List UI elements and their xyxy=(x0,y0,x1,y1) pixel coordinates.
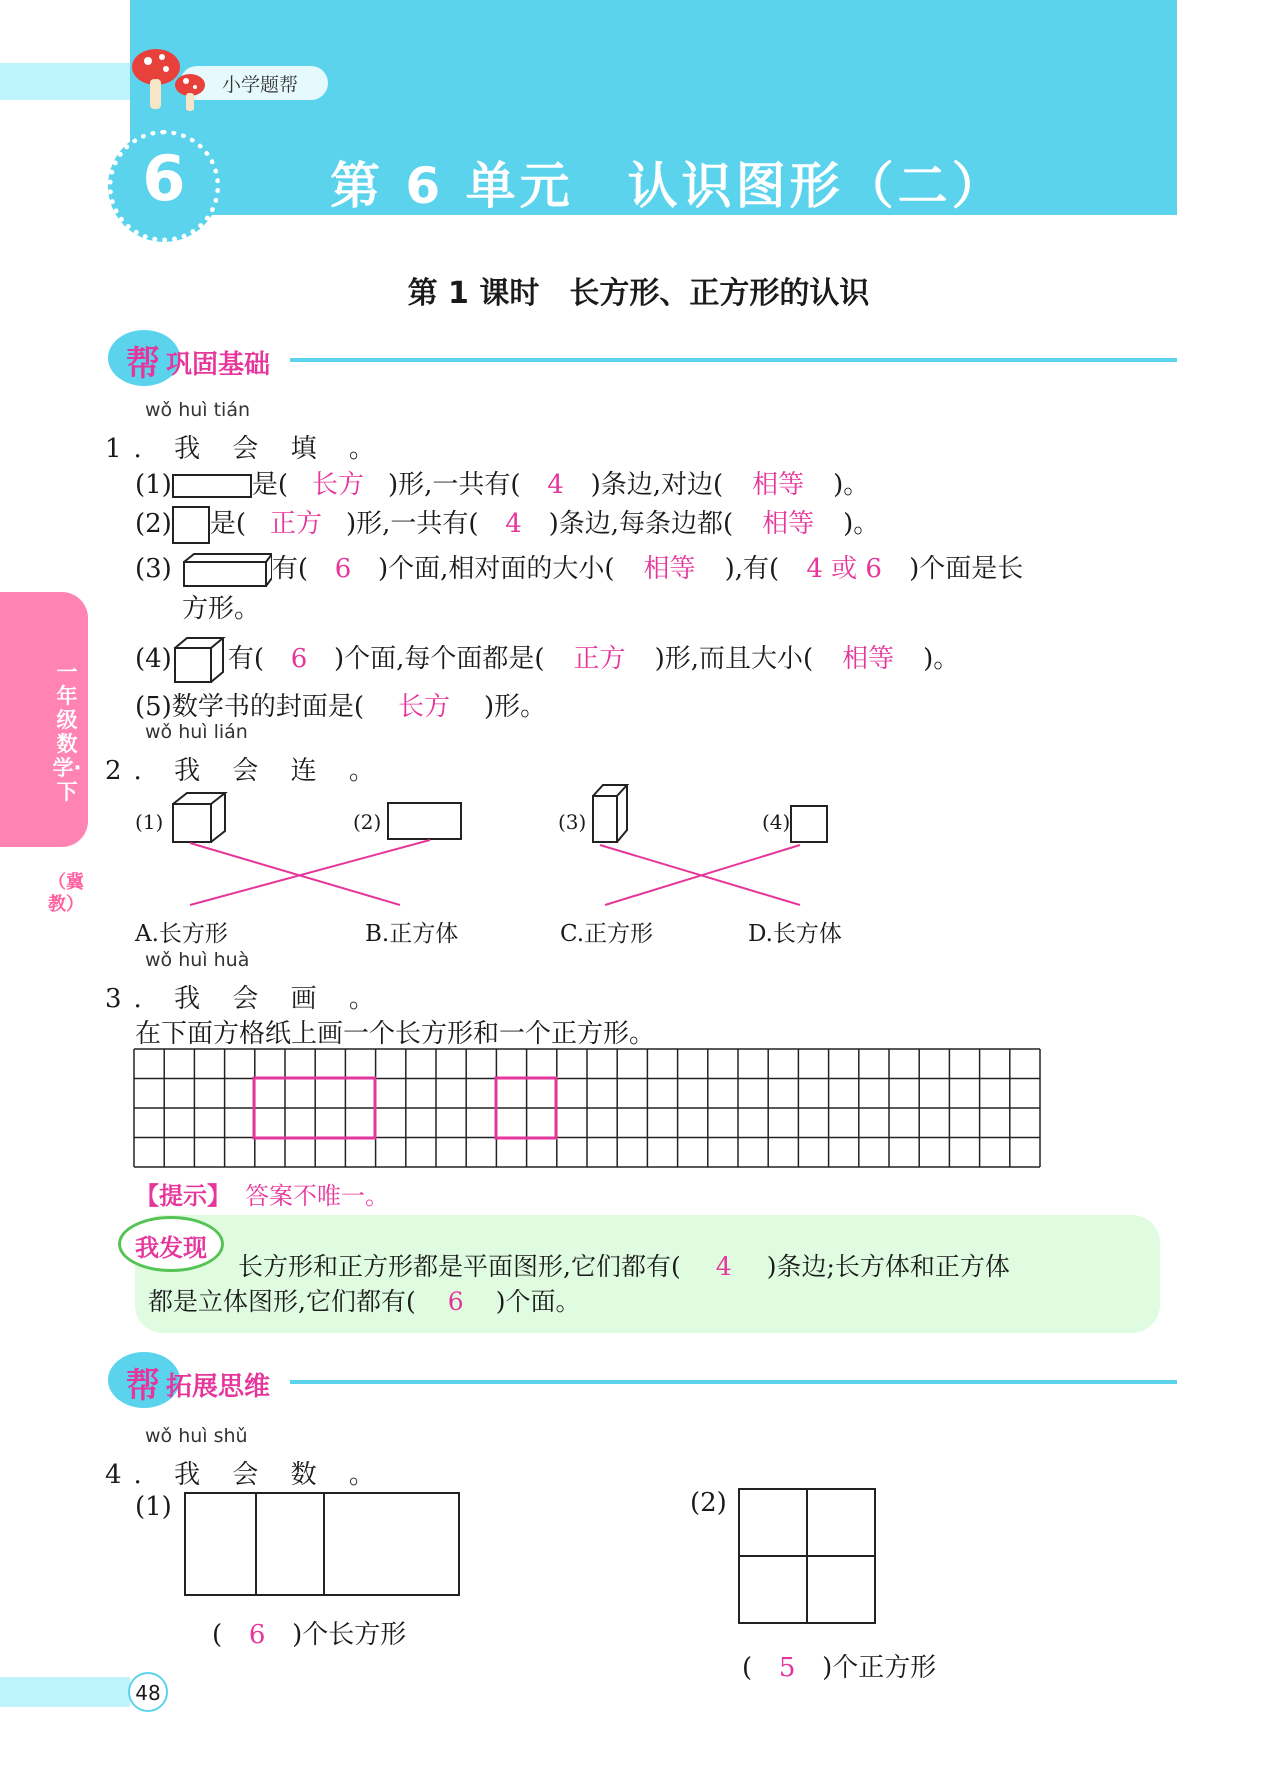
side-tab-sub: （冀教） xyxy=(48,872,84,915)
section-divider xyxy=(290,1380,1177,1384)
option-a: A.长方形 xyxy=(135,921,228,947)
discover-line-1: 长方形和正方形都是平面图形,它们都有( 4 )条边;长方体和正方体 xyxy=(238,1252,1010,1281)
page-number: 48 xyxy=(128,1672,168,1712)
pinyin: wǒ huì shǔ xyxy=(145,1425,248,1447)
q4-part1-label: (1) xyxy=(135,1492,172,1522)
rectangle-figure xyxy=(387,802,462,840)
lesson-title: 第 1 课时 长方形、正方形的认识 xyxy=(407,276,870,311)
option-d: D.长方体 xyxy=(748,921,842,947)
question-title: 1. 我 会 填 。 xyxy=(105,434,387,464)
section-divider xyxy=(290,358,1177,362)
q1-item-3-cont: 方形。 xyxy=(182,594,261,624)
unit-title: 第 6 单元 认识图形（二） xyxy=(330,157,1006,215)
side-tab-label: 一年级数学·下 xyxy=(52,660,82,804)
figure-label: (3) xyxy=(558,810,587,834)
question-title: 4. 我 会 数 。 xyxy=(105,1460,387,1490)
q1-item-3: (3) 有( 6 )个面,相对面的大小( 相等 ),有( 4 或 6 )个面是长 xyxy=(135,548,1023,588)
pinyin: wǒ huì huà xyxy=(145,949,250,971)
q4-part1-answer: ( 6 )个长方形 xyxy=(212,1620,407,1650)
option-c: C.正方形 xyxy=(560,921,654,947)
question-title: 3. 我 会 画 。 xyxy=(105,984,387,1014)
footer-strip xyxy=(0,1677,130,1707)
square-count-figure xyxy=(738,1488,876,1624)
unit-number: 6 xyxy=(142,142,186,215)
cuboid-figure xyxy=(172,552,272,588)
section-title: 巩固基础 xyxy=(166,350,271,380)
q1-item-4: (4) 有( 6 )个面,每个面都是( 正方 )形,而且大小( 相等 )。 xyxy=(135,636,959,684)
hint: 【提示】 答案不唯一。 xyxy=(135,1181,389,1210)
cuboid-figure xyxy=(590,782,630,846)
grid-paper xyxy=(133,1048,1041,1168)
rectangle-figure xyxy=(172,474,252,498)
mushroom-icon xyxy=(130,45,210,115)
section-prefix: 帮 xyxy=(126,344,160,384)
cube-figure xyxy=(170,790,230,846)
square-figure xyxy=(790,805,828,843)
q4-part2-answer: ( 5 )个正方形 xyxy=(742,1653,937,1683)
rectangle-count-figure xyxy=(184,1492,460,1596)
discover-badge-label: 我发现 xyxy=(135,1234,207,1262)
figure-label: (1) xyxy=(135,810,164,834)
q3-instruction: 在下面方格纸上画一个长方形和一个正方形。 xyxy=(135,1019,656,1049)
square-figure xyxy=(172,506,210,544)
section-prefix: 帮 xyxy=(126,1366,160,1406)
pinyin: wǒ huì tián xyxy=(145,399,251,421)
discover-line-2: 都是立体图形,它们都有( 6 )个面。 xyxy=(148,1287,581,1316)
figure-label: (2) xyxy=(353,810,382,834)
cube-figure xyxy=(172,636,228,684)
q1-item-2: (2) 是( 正方 )形,一共有( 4 )条边,每条边都( 相等 )。 xyxy=(135,503,879,544)
brand-name: 小学题帮 xyxy=(222,74,299,96)
q1-item-1: (1) 是( 长方 )形,一共有( 4 )条边,对边( 相等 )。 xyxy=(135,470,870,500)
figure-label: (4) xyxy=(762,810,791,834)
q1-item-5: (5)数学书的封面是( 长方 )形。 xyxy=(135,692,547,722)
section-title: 拓展思维 xyxy=(166,1372,271,1402)
question-title: 2. 我 会 连 。 xyxy=(105,756,387,786)
option-b: B.正方体 xyxy=(365,921,459,947)
pinyin: wǒ huì lián xyxy=(145,721,248,743)
q4-part2-label: (2) xyxy=(690,1488,727,1518)
